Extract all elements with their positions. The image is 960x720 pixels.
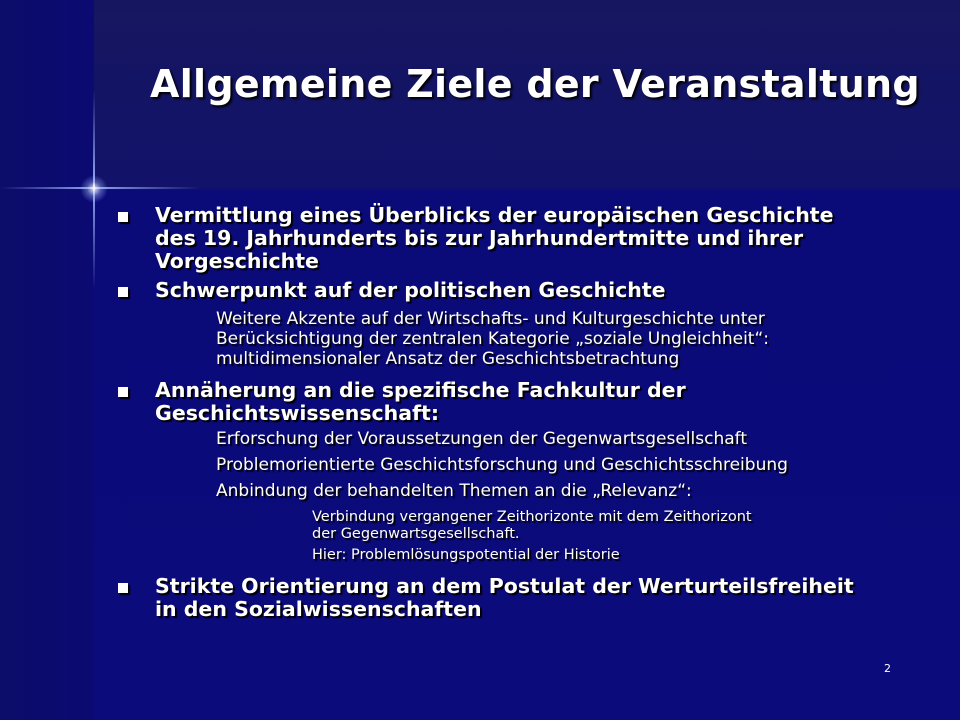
page-number: 2 — [884, 662, 891, 675]
bullet-3-sub-line-3: Anbindung der behandelten Themen an die „Relevanz“: — [216, 481, 692, 501]
bullet-3-line-1: Annäherung an die spezifische Fachkultur der — [155, 378, 686, 402]
bullet-3-sub-line-2: Problemorientierte Geschichtsforschung und Geschichtsschreibung — [216, 455, 788, 475]
bullet-marker-icon — [118, 212, 128, 222]
bullet-3-line-2: Geschichtswissenschaft: — [155, 401, 440, 425]
bullet-2-sub-line-3: multidimensionaler Ansatz der Geschichtsbetrachtung — [216, 349, 680, 369]
bullet-2-line-1: Schwerpunkt auf der politischen Geschichte — [155, 278, 666, 302]
bullet-4-line-1: Strikte Orientierung an dem Postulat der Werturteilsfreiheit — [155, 574, 854, 598]
bullet-marker-icon — [118, 287, 128, 297]
bullet-3-subsub-line-2: der Gegenwartsgesellschaft. — [312, 526, 520, 542]
bullet-1-line-1: Vermittlung eines Überblicks der europäischen Geschichte — [155, 203, 834, 227]
bullet-1-line-3: Vorgeschichte — [155, 249, 319, 273]
bullet-marker-icon — [118, 583, 128, 593]
bullet-3-subsub-line-1: Verbindung vergangener Zeithorizonte mit dem Zeithorizont — [312, 509, 752, 525]
left-decorative-band — [0, 0, 94, 720]
bullet-2-sub-line-2: Berücksichtigung der zentralen Kategorie „soziale Ungleichheit“: — [216, 329, 769, 349]
sparkle-star-icon — [80, 175, 108, 203]
bullet-3-subsub-line-3: Hier: Problemlösungspotential der Historie — [312, 547, 620, 563]
bullet-3-sub-line-1: Erforschung der Voraussetzungen der Gegenwartsgesellschaft — [216, 429, 747, 449]
bullet-marker-icon — [118, 387, 128, 397]
bullet-2-sub-line-1: Weitere Akzente auf der Wirtschafts- und Kulturgeschichte unter — [216, 309, 765, 329]
bullet-4-line-2: in den Sozialwissenschaften — [155, 597, 482, 621]
slide-title: Allgemeine Ziele der Veranstaltung — [150, 62, 920, 106]
bullet-1-line-2: des 19. Jahrhunderts bis zur Jahrhundertmitte und ihrer — [155, 226, 804, 250]
